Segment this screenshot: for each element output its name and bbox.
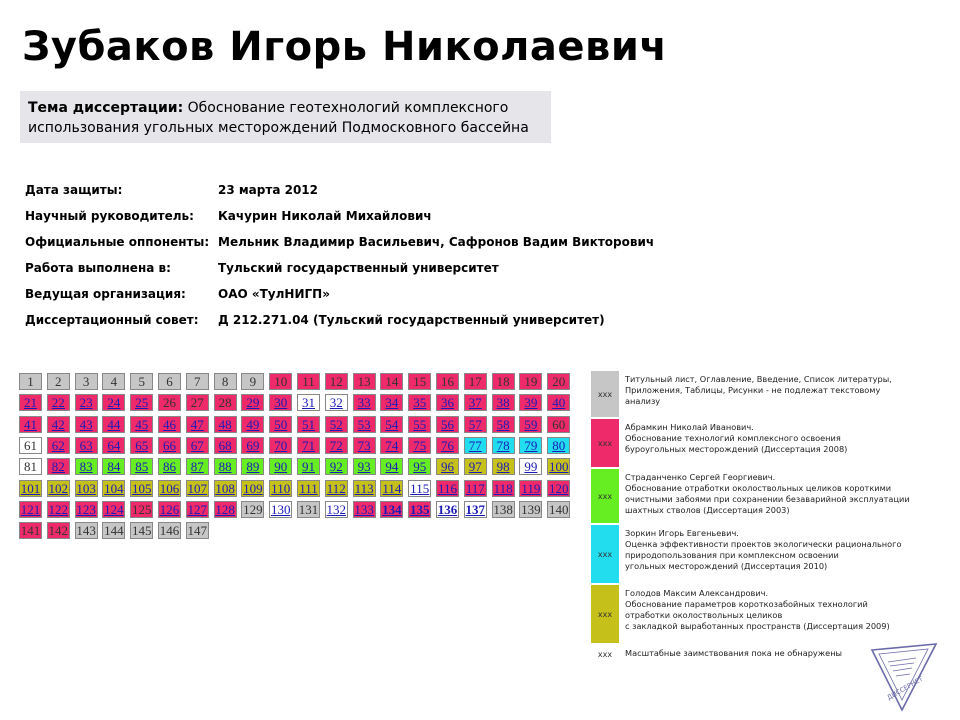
legend-line: отработки околоствольных целиков xyxy=(625,610,783,620)
page-cell[interactable]: 103 xyxy=(76,480,96,496)
page-cell: 2 xyxy=(47,373,70,390)
info-value: 23 марта 2012 xyxy=(218,183,319,197)
legend-swatch: xxx xyxy=(591,469,619,523)
page-cell[interactable]: 45 xyxy=(130,416,153,433)
page-cell: 12 xyxy=(325,373,348,390)
page-cell[interactable]: 105 xyxy=(131,480,152,496)
page-cell: 139 xyxy=(521,501,541,517)
page-cell[interactable]: 127 xyxy=(187,501,208,517)
page-cell[interactable]: 104 xyxy=(104,480,124,496)
page-cell[interactable]: 82 xyxy=(47,458,70,475)
legend-item xyxy=(591,419,931,467)
page-cell[interactable]: 66 xyxy=(158,437,181,454)
info-value: Д 212.271.04 (Тульский государственный университет) xyxy=(218,313,605,327)
page-cell: 140 xyxy=(548,501,569,517)
info-value: ОАО «ТулНИГП» xyxy=(218,287,330,301)
page-cell[interactable]: 97 xyxy=(464,458,487,475)
page-cell[interactable]: 25 xyxy=(130,394,153,411)
page-cell[interactable]: 133 xyxy=(354,501,374,517)
page-cell[interactable]: 44 xyxy=(102,416,125,433)
legend-line: Обоснование отработки околоствольных целиков короткими xyxy=(625,483,892,493)
page-cell[interactable]: 91 xyxy=(297,458,320,475)
legend-swatch: xxx xyxy=(591,645,619,663)
legend-swatch: xxx xyxy=(591,525,619,583)
info-label: Ведущая организация: xyxy=(25,287,186,301)
legend-line: Абрамкин Николай Иванович. xyxy=(625,422,754,432)
page-cell: 81 xyxy=(19,458,42,475)
page-cell[interactable]: 53 xyxy=(353,416,376,433)
legend-line: Обоснование технологий комплексного освоения xyxy=(625,433,841,443)
page-cell[interactable]: 50 xyxy=(269,416,292,433)
page-cell: 142 xyxy=(48,523,69,539)
page-cell[interactable]: 48 xyxy=(214,416,237,433)
legend-item xyxy=(591,525,931,583)
page-cell: 19 xyxy=(519,373,542,390)
page-cell[interactable]: 120 xyxy=(548,480,569,496)
legend-item xyxy=(591,585,931,643)
legend-line: Страданченко Сергей Георгиевич. xyxy=(625,472,776,482)
page-cell: 26 xyxy=(158,394,181,411)
page-cell: 10 xyxy=(269,373,292,390)
page-cell[interactable]: 94 xyxy=(380,458,403,475)
page-cell: 5 xyxy=(130,373,153,390)
page-cell: 8 xyxy=(214,373,237,390)
page-cell[interactable]: 42 xyxy=(47,416,70,433)
page-cell[interactable]: 74 xyxy=(380,437,403,454)
page-cell[interactable]: 24 xyxy=(102,394,125,411)
page-cell: 3 xyxy=(75,373,98,390)
page-cell[interactable]: 87 xyxy=(186,458,209,475)
topic-box xyxy=(20,91,551,143)
page-cell[interactable]: 70 xyxy=(269,437,292,454)
page-cell[interactable]: 73 xyxy=(353,437,376,454)
page-cell[interactable]: 34 xyxy=(380,394,403,411)
page-cell[interactable]: 118 xyxy=(493,480,513,496)
page-cell[interactable]: 39 xyxy=(519,394,542,411)
legend-line: шахтных стволов (Диссертация 2003) xyxy=(625,505,790,515)
page-cell: 1 xyxy=(19,373,42,390)
page-cell[interactable]: 126 xyxy=(159,501,180,517)
page-cell[interactable]: 36 xyxy=(436,394,459,411)
legend-line: с закладкой выработанных пространств (Диссертация 2009) xyxy=(625,621,890,631)
page-cell[interactable]: 65 xyxy=(130,437,153,454)
page-cell[interactable]: 77 xyxy=(464,437,487,454)
page-cell[interactable]: 114 xyxy=(382,480,402,496)
legend-text xyxy=(625,422,935,455)
page-cell[interactable]: 46 xyxy=(158,416,181,433)
page-cell[interactable]: 89 xyxy=(241,458,264,475)
page-cell[interactable]: 95 xyxy=(408,458,431,475)
page-title: Зубаков Игорь Николаевич xyxy=(22,24,668,70)
page-cell: 129 xyxy=(243,501,263,517)
page-cell[interactable]: 134 xyxy=(382,501,402,517)
page-cell[interactable]: 47 xyxy=(186,416,209,433)
page-cell: 125 xyxy=(131,501,152,517)
page-cell[interactable]: 62 xyxy=(47,437,70,454)
legend-line: Масштабные заимствования пока не обнаружены xyxy=(625,648,843,658)
page-cell[interactable]: 132 xyxy=(326,501,347,517)
page-cell[interactable]: 56 xyxy=(436,416,459,433)
page-cell[interactable]: 115 xyxy=(410,480,430,496)
page-cell: 18 xyxy=(492,373,515,390)
info-label: Работа выполнена в: xyxy=(25,261,171,275)
info-value: Мельник Владимир Васильевич, Сафронов Вадим Викторович xyxy=(218,235,655,249)
info-label: Официальные оппоненты: xyxy=(25,235,210,249)
page-cell: 7 xyxy=(186,373,209,390)
page-cell[interactable]: 119 xyxy=(521,480,541,496)
legend-line: угольных месторождений (Диссертация 2010) xyxy=(625,561,828,571)
page-cell[interactable]: 99 xyxy=(519,458,542,475)
stamp-text: ДИССЕРНЕТ xyxy=(885,674,925,702)
page-cell[interactable]: 96 xyxy=(436,458,459,475)
page-cell[interactable]: 106 xyxy=(159,480,180,496)
page-cell[interactable]: 116 xyxy=(437,480,458,496)
page-cell[interactable]: 92 xyxy=(325,458,348,475)
legend-line: природопользования при комплексном освоении xyxy=(625,550,839,560)
page-cell[interactable]: 78 xyxy=(492,437,515,454)
legend-text xyxy=(625,374,935,407)
legend-item xyxy=(591,469,931,523)
page-cell[interactable]: 35 xyxy=(408,394,431,411)
page-cell[interactable]: 21 xyxy=(19,394,42,411)
page-cell[interactable]: 98 xyxy=(492,458,515,475)
page-cell[interactable]: 72 xyxy=(325,437,348,454)
dissernet-stamp-icon xyxy=(866,640,940,714)
page-cell[interactable]: 41 xyxy=(19,416,42,433)
page-cell[interactable]: 100 xyxy=(548,459,569,475)
page-cell[interactable]: 84 xyxy=(102,458,125,475)
legend-line: очистными забоями при сохранении безаварийной эксплуатации xyxy=(625,494,910,504)
page-cell: 60 xyxy=(547,416,570,433)
page-cell[interactable]: 23 xyxy=(75,394,98,411)
page-cell[interactable]: 55 xyxy=(408,416,431,433)
page-cell[interactable]: 63 xyxy=(75,437,98,454)
legend-swatch: xxx xyxy=(591,371,619,417)
page-cell[interactable]: 107 xyxy=(187,480,208,496)
info-value: Качурин Николай Михайлович xyxy=(218,209,432,223)
page-cell: 6 xyxy=(158,373,181,390)
legend-swatch: xxx xyxy=(591,419,619,467)
page-cell[interactable]: 71 xyxy=(297,437,320,454)
page-cell[interactable]: 136 xyxy=(437,501,458,517)
page-cell[interactable]: 86 xyxy=(158,458,181,475)
page-cell[interactable]: 43 xyxy=(75,416,98,433)
page-cell[interactable]: 76 xyxy=(436,437,459,454)
legend-text xyxy=(625,588,935,632)
page-cell: 17 xyxy=(464,373,487,390)
page-cell[interactable]: 49 xyxy=(241,416,264,433)
page-cell[interactable]: 101 xyxy=(20,480,41,496)
page-cell[interactable]: 40 xyxy=(547,394,570,411)
page-cell[interactable]: 137 xyxy=(465,501,486,517)
page-cell: 28 xyxy=(214,394,237,411)
page-cell: 14 xyxy=(380,373,403,390)
legend-swatch: xxx xyxy=(591,585,619,643)
legend-text xyxy=(625,528,935,572)
page-cell[interactable]: 33 xyxy=(353,394,376,411)
page-cell[interactable]: 22 xyxy=(47,394,70,411)
page-cell[interactable]: 37 xyxy=(464,394,487,411)
page-cell[interactable]: 80 xyxy=(547,437,570,454)
page-cell: 27 xyxy=(186,394,209,411)
page-cell: 61 xyxy=(19,437,42,454)
info-label: Научный руководитель: xyxy=(25,209,194,223)
page-cell[interactable]: 57 xyxy=(464,416,487,433)
page-cell[interactable]: 128 xyxy=(215,501,235,517)
page-cell[interactable]: 58 xyxy=(492,416,515,433)
page-cell[interactable]: 110 xyxy=(271,480,291,496)
page-cell[interactable]: 111 xyxy=(297,480,320,497)
legend-text xyxy=(625,472,935,516)
page-cell: 15 xyxy=(408,373,431,390)
legend-line: Обоснование параметров короткозабойных технологий xyxy=(625,599,868,609)
info-value: Тульский государственный университет xyxy=(218,261,499,275)
page-cell[interactable]: 32 xyxy=(325,394,348,411)
page-cell[interactable]: 85 xyxy=(130,458,153,475)
legend-line: Зоркин Игорь Евгеньевич. xyxy=(625,528,739,538)
page-cell[interactable]: 121 xyxy=(20,501,41,517)
page-cell[interactable]: 130 xyxy=(270,501,291,517)
info-label: Дата защиты: xyxy=(25,183,123,197)
legend-line: Голодов Максим Александрович. xyxy=(625,588,769,598)
page-cell[interactable]: 108 xyxy=(215,480,235,496)
page-cell: 145 xyxy=(131,523,152,539)
page-cell[interactable]: 90 xyxy=(269,458,292,475)
page-cell[interactable]: 38 xyxy=(492,394,515,411)
page-cell[interactable]: 67 xyxy=(186,437,209,454)
page-cell: 131 xyxy=(298,501,319,517)
page-cell[interactable]: 124 xyxy=(104,501,124,517)
page-cell[interactable]: 59 xyxy=(519,416,542,433)
page-cell[interactable]: 30 xyxy=(269,394,292,411)
page-cell: 146 xyxy=(159,523,180,539)
page-cell[interactable]: 113 xyxy=(354,480,374,496)
page-cell: 13 xyxy=(353,373,376,390)
page-cell: 141 xyxy=(20,523,41,539)
page-cell: 16 xyxy=(436,373,459,390)
page-cell[interactable]: 64 xyxy=(102,437,125,454)
page-cell: 9 xyxy=(241,373,264,390)
page-cell[interactable]: 93 xyxy=(353,458,376,475)
page-cell[interactable]: 83 xyxy=(75,458,98,475)
legend-line: Титульный лист, Оглавление, Введение, Список литературы, xyxy=(625,374,892,384)
page-cell[interactable]: 54 xyxy=(380,416,403,433)
legend-line: Приложения, Таблицы, Рисунки - не подлежат текстовому xyxy=(625,385,881,395)
page-cell[interactable]: 102 xyxy=(48,480,69,496)
legend-line: анализу xyxy=(625,396,661,406)
page-cell[interactable]: 68 xyxy=(214,437,237,454)
legend-item xyxy=(591,371,931,417)
page-cell: 20 xyxy=(547,373,570,390)
page-cell[interactable]: 31 xyxy=(297,394,320,411)
page-cell[interactable]: 75 xyxy=(408,437,431,454)
page-cell[interactable]: 112 xyxy=(326,480,346,496)
page-cell[interactable]: 69 xyxy=(241,437,264,454)
page-cell: 4 xyxy=(102,373,125,390)
page-cell[interactable]: 51 xyxy=(297,416,320,433)
page-cell[interactable]: 79 xyxy=(519,437,542,454)
page-cell: 144 xyxy=(104,523,124,539)
page-cell: 147 xyxy=(187,523,208,539)
page-cell[interactable]: 29 xyxy=(241,394,264,411)
page-cell[interactable]: 52 xyxy=(325,416,348,433)
topic-line-1: Обоснование геотехнологий комплексного xyxy=(187,100,509,116)
page-cell[interactable]: 117 xyxy=(465,480,485,496)
page-cell[interactable]: 122 xyxy=(48,501,69,517)
page-cell[interactable]: 135 xyxy=(409,501,430,517)
page-cell[interactable]: 123 xyxy=(76,501,96,517)
page-cell: 138 xyxy=(493,501,513,517)
page-cell: 143 xyxy=(76,523,96,539)
page-cell: 11 xyxy=(297,373,320,390)
legend-line: Оценка эффективности проектов экологически рационального xyxy=(625,539,902,549)
legend-line: буроугольных месторождений (Диссертация 2008) xyxy=(625,444,848,454)
page-cell[interactable]: 109 xyxy=(243,480,263,496)
info-label: Диссертационный совет: xyxy=(25,313,199,327)
topic-label: Тема диссертации: xyxy=(28,100,184,116)
page-cell[interactable]: 88 xyxy=(214,458,237,475)
topic-line-2: использования угольных месторождений Подмосковного бассейна xyxy=(28,120,529,136)
